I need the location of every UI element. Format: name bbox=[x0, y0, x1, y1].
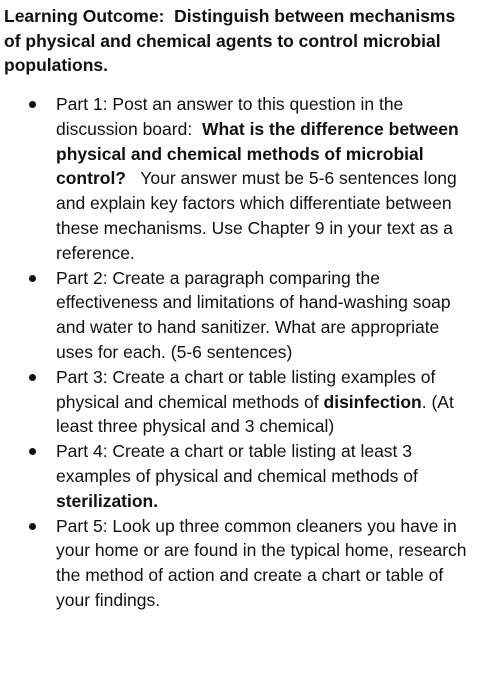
part-5-item bbox=[0, 514, 476, 613]
part-3-intro: Part 3: Create a chart or table listing examples of physical and chemical methods of bbox=[56, 366, 436, 412]
part-3-outro: . (At least three physical and 3 chemical) bbox=[56, 391, 454, 437]
learning-outcome-heading bbox=[4, 4, 476, 78]
bullet-icon bbox=[29, 523, 36, 530]
learning-outcome-text: Distinguish between mechanisms of physical and chemical agents to control microbial populations. bbox=[4, 6, 456, 75]
assignment-document bbox=[4, 4, 476, 78]
part-4-item bbox=[0, 439, 476, 513]
learning-outcome-label: Learning Outcome: bbox=[4, 6, 165, 26]
parts-list bbox=[0, 92, 476, 613]
part-1-intro: Part 1: Post an answer to this question in the discussion board: bbox=[56, 94, 404, 139]
part-1-item bbox=[0, 92, 476, 266]
bullet-icon bbox=[29, 275, 36, 282]
bullet-icon bbox=[29, 448, 36, 455]
part-4-intro: Part 4: Create a chart or table listing at least 3 examples of physical and chemical methods of bbox=[56, 441, 418, 486]
bullet-icon bbox=[29, 101, 36, 108]
part-3-item bbox=[0, 365, 476, 439]
part-1-question: What is the difference between physical and chemical methods of microbial control? bbox=[56, 118, 459, 189]
part-2-text: Part 2: Create a paragraph comparing the effectiveness and limitations of hand-washing soap and water to hand sanitizer. What are appropriate uses for each. (5-6 sentences) bbox=[56, 267, 451, 362]
bullet-icon bbox=[29, 374, 36, 381]
part-4-emphasis: sterilization. bbox=[56, 490, 159, 511]
part-5-text: Part 5: Look up three common cleaners you have in your home or are found in the typical home, research the method of action and create a chart or table of your findings. bbox=[56, 515, 467, 610]
part-1-detail: Your answer must be 5-6 sentences long and explain key factors which differentiate between these mechanisms. Use Chapter 9 in your text as a reference. bbox=[56, 168, 457, 263]
part-2-item bbox=[0, 266, 476, 365]
part-3-emphasis: disinfection bbox=[323, 391, 422, 412]
